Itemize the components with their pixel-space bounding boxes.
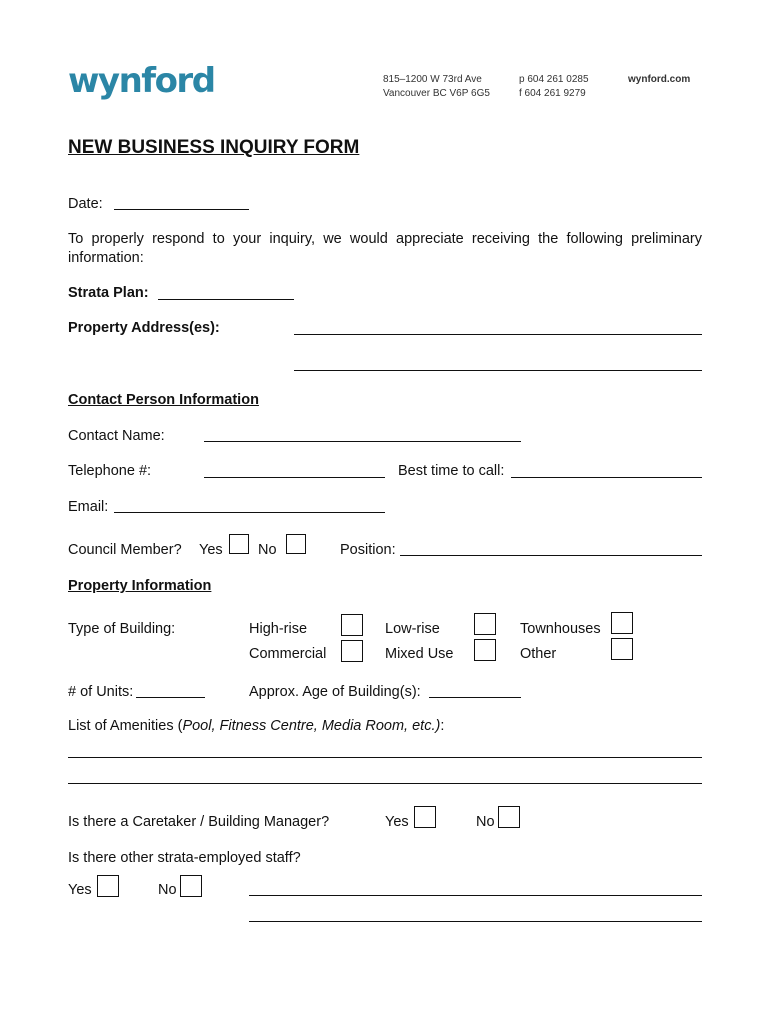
type-lowrise-checkbox[interactable]: [474, 613, 496, 635]
date-field[interactable]: [114, 209, 249, 210]
email-field[interactable]: [114, 512, 385, 513]
units-field[interactable]: [136, 697, 205, 698]
amenities-label-text: List of Amenities (: [68, 718, 183, 734]
caretaker-yes-label: Yes: [385, 814, 409, 830]
address-line-2: Vancouver BC V6P 6G5: [383, 88, 490, 99]
type-mixeduse-checkbox[interactable]: [474, 639, 496, 661]
company-address: [383, 73, 490, 101]
caretaker-question: Is there a Caretaker / Building Manager?: [68, 814, 330, 830]
contact-name-field[interactable]: [204, 441, 521, 442]
telephone-label: Telephone #:: [68, 463, 152, 479]
staff-no-label: No: [158, 882, 177, 898]
fax-number: f 604 261 9279: [519, 88, 586, 99]
type-townhouses-label: Townhouses: [520, 621, 601, 637]
address-line-1: 815–1200 W 73rd Ave: [383, 74, 482, 85]
staff-details-field-1[interactable]: [249, 895, 702, 896]
date-label: Date:: [68, 196, 103, 212]
best-time-label: Best time to call:: [398, 463, 505, 479]
company-website[interactable]: wynford.com: [628, 74, 691, 85]
staff-yes-label: Yes: [68, 882, 92, 898]
council-member-label: Council Member?: [68, 542, 182, 558]
company-contact: [519, 73, 589, 101]
property-section-heading: Property Information: [68, 578, 212, 594]
strata-plan-label: Strata Plan:: [68, 285, 149, 301]
amenities-field-2[interactable]: [68, 783, 702, 784]
building-type-label: Type of Building:: [68, 621, 176, 637]
email-label: Email:: [68, 499, 109, 515]
staff-question: Is there other strata-employed staff?: [68, 850, 301, 866]
caretaker-no-checkbox[interactable]: [498, 806, 520, 828]
strata-plan-field[interactable]: [158, 299, 294, 300]
type-commercial-label: Commercial: [249, 646, 327, 662]
intro-paragraph: To properly respond to your inquiry, we would appreciate receiving the following preliminary information:: [68, 231, 702, 266]
units-label: # of Units:: [68, 684, 134, 700]
property-address-label: Property Address(es):: [68, 320, 220, 336]
type-other-checkbox[interactable]: [611, 638, 633, 660]
wynford-logo: wynford: [68, 61, 215, 101]
building-age-label: Approx. Age of Building(s):: [249, 684, 421, 700]
phone-number: p 604 261 0285: [519, 74, 589, 85]
amenities-label: [68, 717, 444, 735]
council-yes-label: Yes: [199, 542, 223, 558]
property-address-field-2[interactable]: [294, 370, 702, 371]
type-lowrise-label: Low-rise: [385, 621, 440, 637]
type-commercial-checkbox[interactable]: [341, 640, 363, 662]
form-title: NEW BUSINESS INQUIRY FORM: [68, 137, 360, 158]
caretaker-no-label: No: [476, 814, 495, 830]
type-highrise-checkbox[interactable]: [341, 614, 363, 636]
type-townhouses-checkbox[interactable]: [611, 612, 633, 634]
council-no-checkbox[interactable]: [286, 534, 306, 554]
amenities-examples: Pool, Fitness Centre, Media Room, etc.): [182, 718, 441, 734]
amenities-field-1[interactable]: [68, 757, 702, 758]
staff-yes-checkbox[interactable]: [97, 875, 119, 897]
type-other-label: Other: [520, 646, 557, 662]
staff-no-checkbox[interactable]: [180, 875, 202, 897]
telephone-field[interactable]: [204, 477, 385, 478]
staff-details-field-2[interactable]: [249, 921, 702, 922]
position-field[interactable]: [400, 555, 702, 556]
contact-name-label: Contact Name:: [68, 428, 165, 444]
amenities-label-colon: :: [440, 718, 445, 734]
council-no-label: No: [258, 542, 277, 558]
position-label: Position:: [340, 542, 396, 558]
council-yes-checkbox[interactable]: [229, 534, 249, 554]
type-mixeduse-label: Mixed Use: [385, 646, 454, 662]
building-age-field[interactable]: [429, 697, 521, 698]
type-highrise-label: High-rise: [249, 621, 308, 637]
property-address-field-1[interactable]: [294, 334, 702, 335]
contact-section-heading: Contact Person Information: [68, 392, 259, 408]
best-time-field[interactable]: [511, 477, 702, 478]
caretaker-yes-checkbox[interactable]: [414, 806, 436, 828]
